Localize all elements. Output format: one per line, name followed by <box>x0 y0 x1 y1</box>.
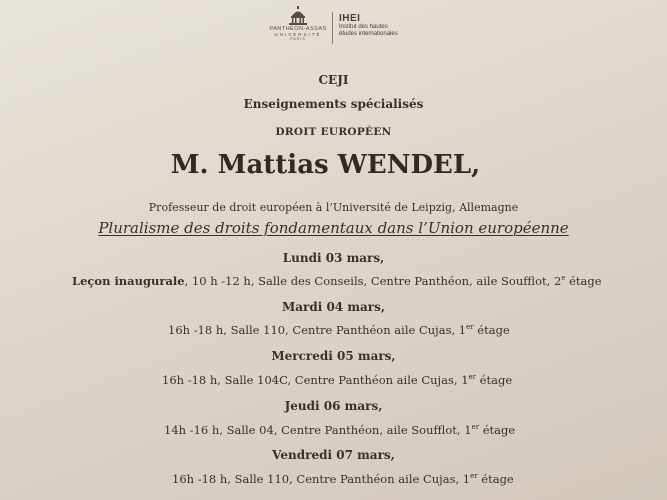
logo-divider <box>332 12 333 44</box>
session-detail-1: Leçon inaugurale, 10 h -12 h, Salle des Conseils, Centre Panthéon, aile Soufflot, 2e étage <box>72 274 602 288</box>
speaker-affiliation: Professeur de droit européen à l’Université de Leipzig, Allemagne <box>148 201 519 214</box>
session-day-3: Mercredi 05 mars, <box>271 349 396 363</box>
session-detail-3: 16h -18 h, Salle 104C, Centre Panthéon aile Cujas, 1er étage <box>162 373 513 387</box>
session-detail-4: 14h -16 h, Salle 04, Centre Panthéon, aile Soufflot, 1er étage <box>164 423 516 437</box>
lecture-title: Pluralisme des droits fondamentaux dans l’Union européenne <box>98 219 569 237</box>
institute-line-2: études internationales <box>339 31 398 37</box>
institute-abbr: IHEI <box>339 13 361 24</box>
university-subtitle: UNIVERSITÉ <box>274 32 322 37</box>
institute-line-1: Institut des hautes <box>339 24 388 30</box>
session-day-5: Vendredi 07 mars, <box>272 448 395 462</box>
session-detail-5: 16h -18 h, Salle 110, Centre Panthéon aile Cujas, 1er étage <box>172 472 514 486</box>
centre-heading: CEJI <box>318 73 349 87</box>
pantheon-assas-logo <box>268 6 328 41</box>
pantheon-dome-icon <box>287 6 309 26</box>
session-detail-2: 16h -18 h, Salle 110, Centre Panthéon aile Cujas, 1er étage <box>168 323 510 337</box>
subject-heading: DROIT EUROPÉEN <box>275 126 392 138</box>
university-name: PANTHÉON-ASSAS <box>269 26 327 32</box>
session-day-1: Lundi 03 mars, <box>282 251 385 265</box>
university-city: PARIS <box>290 37 306 41</box>
course-type: Enseignements spécialisés <box>243 97 424 111</box>
ihei-logo <box>339 13 398 38</box>
speaker-name: M. Mattias WENDEL, <box>170 150 481 180</box>
inaugural-label: Leçon inaugurale <box>72 274 185 288</box>
session-day-4: Jeudi 06 mars, <box>284 399 383 413</box>
session-day-2: Mardi 04 mars, <box>281 300 386 314</box>
